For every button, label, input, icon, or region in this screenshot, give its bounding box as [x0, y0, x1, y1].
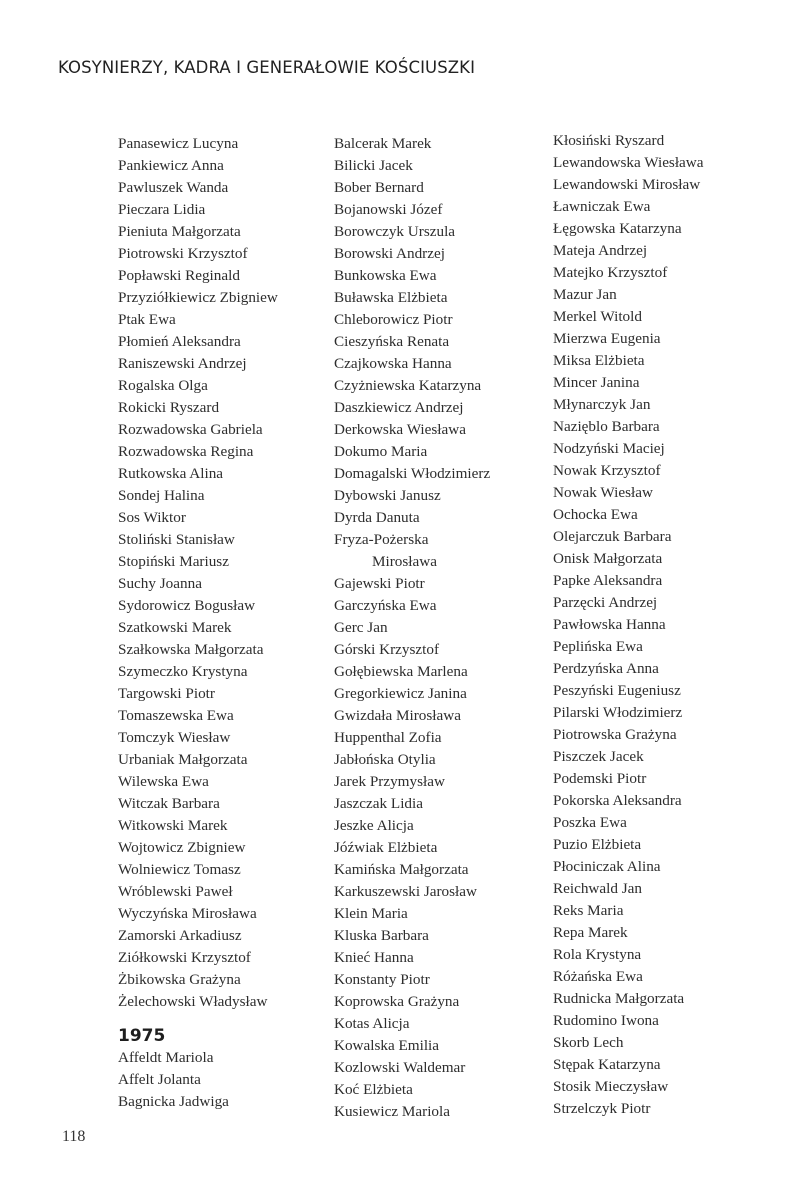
name-entry: Borowski Andrzej	[334, 245, 445, 262]
name-entry: Podemski Piotr	[553, 770, 647, 787]
name-entry: Bagnicka Jadwiga	[118, 1093, 229, 1110]
names-column-2	[334, 133, 490, 1123]
names-column-1	[118, 133, 278, 1113]
name-entry: Pawłowska Hanna	[553, 616, 666, 633]
name-entry: Onisk Małgorzata	[553, 550, 663, 567]
name-entry: Koprowska Grażyna	[334, 993, 460, 1010]
name-entry: Matejko Krzysztof	[553, 264, 668, 281]
name-entry: Popławski Reginald	[118, 267, 240, 284]
name-entry: Affelt Jolanta	[118, 1071, 201, 1088]
name-entry: Reks Maria	[553, 902, 624, 919]
name-entry: Koć Elżbieta	[334, 1081, 413, 1098]
name-entry: Klein Maria	[334, 905, 408, 922]
name-entry: Mincer Janina	[553, 374, 640, 391]
name-entry: Chleborowicz Piotr	[334, 311, 453, 328]
name-entry: Ochocka Ewa	[553, 506, 638, 523]
name-entry: Kotas Alicja	[334, 1015, 410, 1032]
name-entry: Pokorska Aleksandra	[553, 792, 682, 809]
name-entry: Pilarski Włodzimierz	[553, 704, 683, 721]
name-entry: Jeszke Alicja	[334, 817, 414, 834]
name-entry: Knieć Hanna	[334, 949, 414, 966]
name-entry: Peplińska Ewa	[553, 638, 643, 655]
name-entry: Bojanowski Józef	[334, 201, 443, 218]
name-entry: Repa Marek	[553, 924, 628, 941]
name-entry: Suchy Joanna	[118, 575, 202, 592]
name-entry: Szałkowska Małgorzata	[118, 641, 264, 658]
name-entry: Nowak Wiesław	[553, 484, 653, 501]
name-entry: Gwizdała Mirosława	[334, 707, 461, 724]
name-entry: Witkowski Marek	[118, 817, 228, 834]
name-entry: Wolniewicz Tomasz	[118, 861, 241, 878]
name-entry: Tomaszewska Ewa	[118, 707, 234, 724]
name-entry: Puzio Elżbieta	[553, 836, 642, 853]
name-entry: Stopiński Mariusz	[118, 553, 229, 570]
name-entry: Olejarczuk Barbara	[553, 528, 672, 545]
name-entry: Nodzyński Maciej	[553, 440, 665, 457]
name-entry: Ławniczak Ewa	[553, 198, 651, 215]
name-entry: Kusiewicz Mariola	[334, 1103, 450, 1120]
name-entry: Gajewski Piotr	[334, 575, 425, 592]
name-entry: Piotrowski Krzysztof	[118, 245, 248, 262]
name-entry: Płociniczak Alina	[553, 858, 661, 875]
name-entry: Pawluszek Wanda	[118, 179, 229, 196]
name-entry: Peszyński Eugeniusz	[553, 682, 681, 699]
name-entry: Stoliński Stanisław	[118, 531, 235, 548]
name-entry: Stępak Katarzyna	[553, 1056, 661, 1073]
name-entry: Targowski Piotr	[118, 685, 215, 702]
name-entry: Różańska Ewa	[553, 968, 643, 985]
name-entry: Karkuszewski Jarosław	[334, 883, 477, 900]
name-entry: Mateja Andrzej	[553, 242, 648, 259]
name-entry: Zamorski Arkadiusz	[118, 927, 242, 944]
name-entry: Czajkowska Hanna	[334, 355, 452, 372]
name-entry: Jóźwiak Elżbieta	[334, 839, 438, 856]
name-entry: Cieszyńska Renata	[334, 333, 450, 350]
name-entry: Rokicki Ryszard	[118, 399, 220, 416]
name-entry: Affeldt Mariola	[118, 1049, 214, 1066]
name-entry: Rudomino Iwona	[553, 1012, 659, 1029]
name-entry: Sondej Halina	[118, 487, 205, 504]
name-entry: Dokumo Maria	[334, 443, 428, 460]
name-entry: Raniszewski Andrzej	[118, 355, 247, 372]
name-entry: Nazięblo Barbara	[553, 418, 660, 435]
name-entry: Tomczyk Wiesław	[118, 729, 231, 746]
name-entry: Piszczek Jacek	[553, 748, 644, 765]
name-entry: Rutkowska Alina	[118, 465, 224, 482]
name-entry: Bilicki Jacek	[334, 157, 413, 174]
year-heading: 1975	[118, 1026, 166, 1046]
name-entry: Poszka Ewa	[553, 814, 627, 831]
name-entry: Wyczyńska Mirosława	[118, 905, 257, 922]
names-list	[118, 133, 278, 1013]
running-header: KOSYNIERZY, KADRA I GENERAŁOWIE KOŚCIUSZKI	[58, 58, 476, 77]
name-entry: Parzęcki Andrzej	[553, 594, 658, 611]
name-entry: Czyżniewska Katarzyna	[334, 377, 482, 394]
name-entry: Szymeczko Krystyna	[118, 663, 248, 680]
name-entry: Kamińska Małgorzata	[334, 861, 469, 878]
name-entry: Huppenthal Zofia	[334, 729, 442, 746]
name-entry: Dyrda Danuta	[334, 509, 420, 526]
name-entry: Lewandowski Mirosław	[553, 176, 701, 193]
name-entry: Gregorkiewicz Janina	[334, 685, 467, 702]
name-entry: Konstanty Piotr	[334, 971, 430, 988]
name-entry: Stosik Mieczysław	[553, 1078, 669, 1095]
name-entry: Pieczara Lidia	[118, 201, 206, 218]
name-entry: Jarek Przymysław	[334, 773, 445, 790]
name-entry: Nowak Krzysztof	[553, 462, 661, 479]
name-entry: Mirosława	[372, 553, 437, 570]
name-entry: Domagalski Włodzimierz	[334, 465, 491, 482]
name-entry: Żelechowski Władysław	[118, 993, 268, 1010]
name-entry: Perdzyńska Anna	[553, 660, 659, 677]
name-entry: Lewandowska Wiesława	[553, 154, 704, 171]
name-entry: Mazur Jan	[553, 286, 617, 303]
name-entry: Strzelczyk Piotr	[553, 1100, 651, 1117]
name-entry: Szatkowski Marek	[118, 619, 232, 636]
name-entry: Przyziółkiewicz Zbigniew	[118, 289, 278, 306]
name-entry: Fryza-Pożerska	[334, 531, 429, 548]
name-entry: Mierzwa Eugenia	[553, 330, 661, 347]
page-number: 118	[62, 1128, 86, 1145]
name-entry: Wróblewski Paweł	[118, 883, 233, 900]
name-entry: Daszkiewicz Andrzej	[334, 399, 464, 416]
name-entry: Kowalska Emilia	[334, 1037, 440, 1054]
name-entry: Witczak Barbara	[118, 795, 220, 812]
name-entry: Jaszczak Lidia	[334, 795, 423, 812]
names-column-3	[553, 130, 704, 1120]
name-entry: Pieniuta Małgorzata	[118, 223, 241, 240]
name-entry: Rola Krystyna	[553, 946, 642, 963]
name-entry: Młynarczyk Jan	[553, 396, 651, 413]
name-entry: Buławska Elżbieta	[334, 289, 448, 306]
name-entry: Borowczyk Urszula	[334, 223, 456, 240]
name-entry: Rudnicka Małgorzata	[553, 990, 685, 1007]
name-entry: Wilewska Ewa	[118, 773, 209, 790]
name-entry: Rozwadowska Regina	[118, 443, 254, 460]
name-entry: Kozlowski Waldemar	[334, 1059, 466, 1076]
name-entry: Panasewicz Lucyna	[118, 135, 239, 152]
name-entry: Łęgowska Katarzyna	[553, 220, 682, 237]
names-list	[118, 1047, 278, 1113]
name-entry: Gerc Jan	[334, 619, 388, 636]
name-entry: Płomień Aleksandra	[118, 333, 241, 350]
name-entry: Ptak Ewa	[118, 311, 176, 328]
name-entry: Papke Aleksandra	[553, 572, 663, 589]
name-entry: Bober Bernard	[334, 179, 424, 196]
name-entry: Skorb Lech	[553, 1034, 624, 1051]
name-entry: Rogalska Olga	[118, 377, 208, 394]
name-entry: Górski Krzysztof	[334, 641, 440, 658]
name-entry: Piotrowska Grażyna	[553, 726, 677, 743]
name-entry: Sos Wiktor	[118, 509, 186, 526]
name-entry: Reichwald Jan	[553, 880, 642, 897]
name-entry: Garczyńska Ewa	[334, 597, 437, 614]
name-entry: Wojtowicz Zbigniew	[118, 839, 246, 856]
name-entry: Kluska Barbara	[334, 927, 429, 944]
name-entry: Bunkowska Ewa	[334, 267, 437, 284]
name-entry: Balcerak Marek	[334, 135, 432, 152]
name-entry: Merkel Witold	[553, 308, 642, 325]
name-entry: Miksa Elżbieta	[553, 352, 645, 369]
name-entry: Żbikowska Grażyna	[118, 971, 241, 988]
name-entry: Ziółkowski Krzysztof	[118, 949, 251, 966]
name-entry: Urbaniak Małgorzata	[118, 751, 248, 768]
name-entry: Kłosiński Ryszard	[553, 132, 665, 149]
name-entry: Dybowski Janusz	[334, 487, 441, 504]
name-entry: Sydorowicz Bogusław	[118, 597, 256, 614]
name-entry: Gołębiewska Marlena	[334, 663, 468, 680]
name-entry: Derkowska Wiesława	[334, 421, 466, 438]
name-entry: Jabłońska Otylia	[334, 751, 436, 768]
name-entry: Rozwadowska Gabriela	[118, 421, 263, 438]
name-entry: Pankiewicz Anna	[118, 157, 224, 174]
